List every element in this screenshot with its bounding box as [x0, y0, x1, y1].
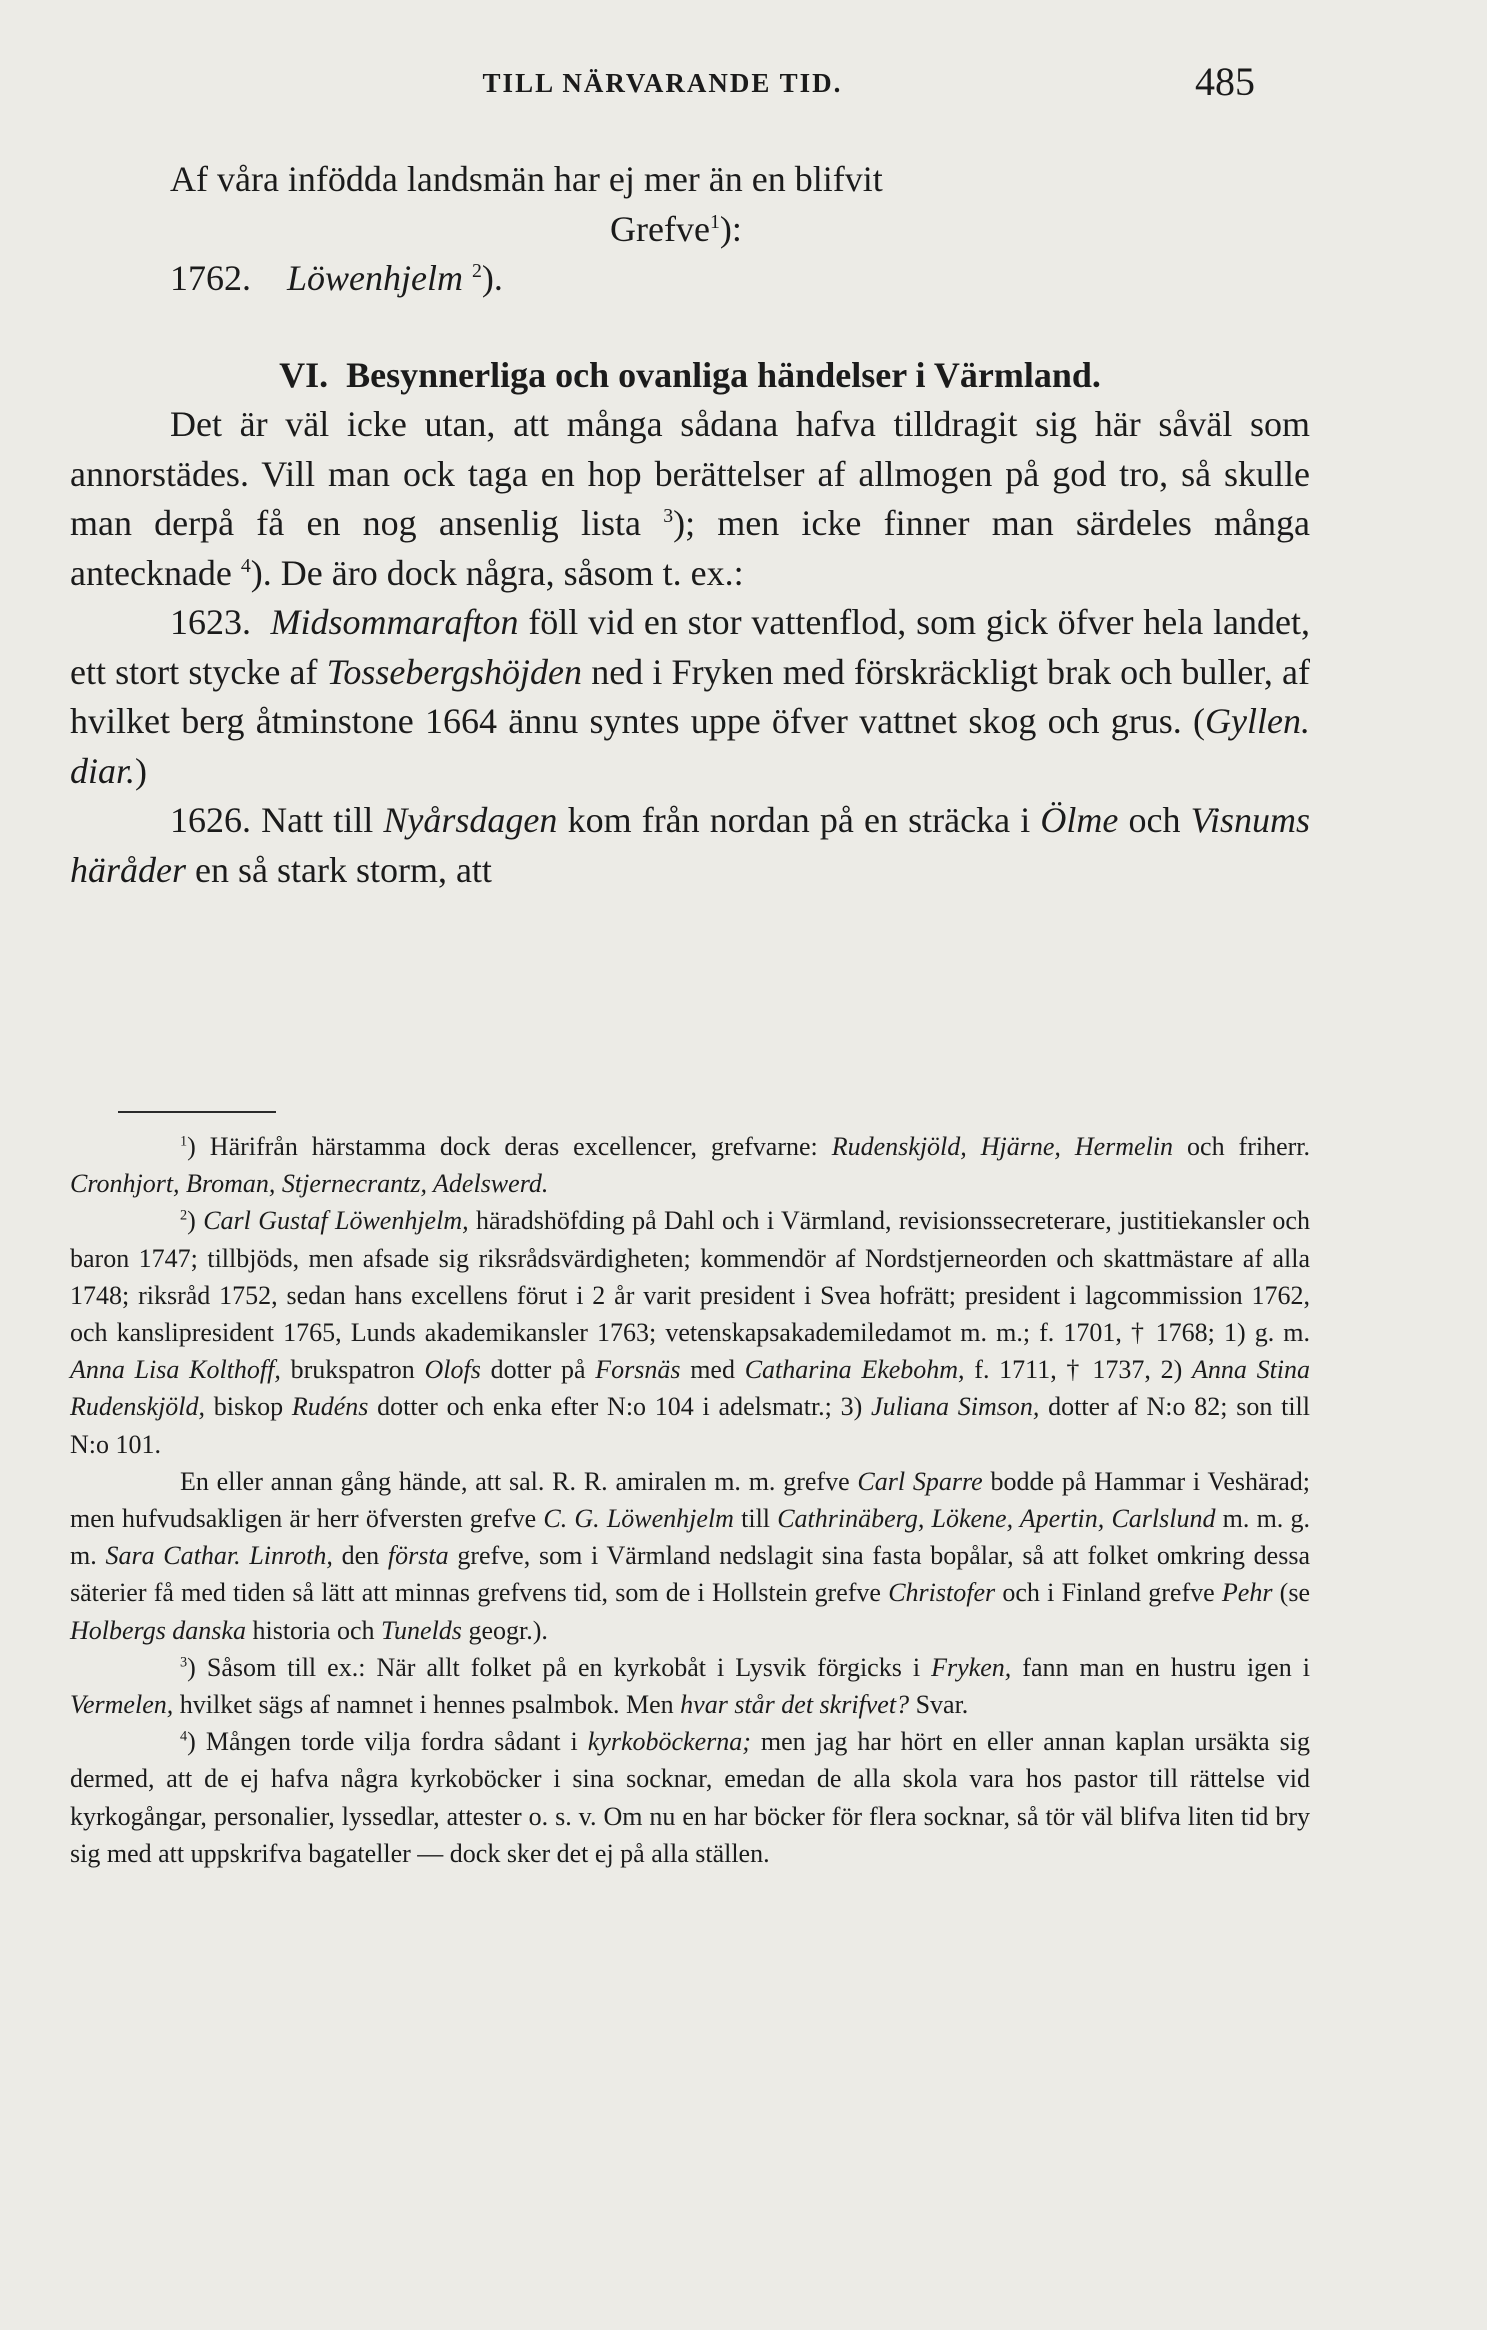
text: Af våra infödda landsmän har ej mer än en blifvit: [170, 159, 883, 199]
italic-text: Cronhjort, Broman, Stjernecrantz, Adelswerd.: [70, 1169, 549, 1199]
footnotes: [70, 1128, 1310, 1872]
text: kom från nordan på en sträcka i: [557, 800, 1041, 840]
footnote-marker: 2: [180, 1207, 188, 1224]
paragraph-1: [70, 400, 1310, 598]
footnote-ref-2: 2: [472, 260, 482, 282]
footnote-ref-3: 3: [663, 505, 674, 527]
entry-year: 1762.: [170, 258, 251, 298]
italic-text: Cathrinäberg, Lökene, Apertin, Carlslund: [777, 1504, 1216, 1534]
italic-text: Tunelds: [381, 1615, 462, 1645]
text: ):: [719, 208, 742, 249]
running-head: [70, 58, 1255, 114]
section-heading: [70, 351, 1310, 401]
text: med: [680, 1355, 745, 1385]
text: dotter och enka efter N:o 104 i adelsmatr.; 3): [368, 1392, 872, 1422]
text: Det är väl icke utan, att många sådana hafva tilldragit sig här såväl som annorstädes. Vill man ock taga en hop berättelser af allmogen på god tro, så skulle man derpå få en nog ansenlig lista: [70, 404, 1310, 543]
text: ). De äro dock några, såsom t. ex.:: [250, 552, 744, 593]
paragraph-1623: [70, 598, 1310, 796]
italic-text: Anna Lisa Kolthoff,: [70, 1355, 281, 1385]
text: dotter af N:o 82; son till N:o 101.: [70, 1392, 1310, 1459]
italic-text: Vermelen,: [70, 1690, 174, 1720]
footnote-2: $^2$) Carl Gustaf Löwenhjelm, häradshöfding på Dahl och i Värmland, revisionssecreterare, justitiekansler och baron 1747; tillbjöds, men afsade sig riksrådsvärdigheten; kommendör af Nordstjerneorden och skattmästare af alla 1748; riksråd 1752, sedan hans excellens förut i 2 år varit president i Svea hofrätt; president i lagcommission 1762, och kanslipresident 1765, Lunds akademikansler 1763; vetenskapsakademiledamot m. m.; f. 1701, † 1768; 1) g. m. Anna Lisa Kolthoff, brukspatron Olofs dotter på Forsnäs med Catharina Ekebohm, f. 1711, † 1737, 2) Anna Stina Rudenskjöld, biskop Rudéns dotter och enka efter N:o 104 i adelsmatr.; 3) Juliana Simson, dotter af N:o 82; son till N:o 101.: [70, 1206, 1311, 1459]
footnote-separator: [118, 1111, 276, 1113]
italic-text: Pehr: [1221, 1578, 1273, 1608]
text: ned i Fryken med förskräckligt brak och buller, af hvilket berg åtminstone 1664 ännu syntes uppe öfver vattnet skog och grus. (: [70, 651, 1310, 741]
section-title: Besynnerliga och ovanliga händelser i Värmland.: [346, 354, 1101, 395]
italic-text: kyrkoböckerna;: [587, 1727, 751, 1757]
italic-text: första: [387, 1541, 449, 1571]
text: och i Finland grefve: [995, 1578, 1222, 1608]
italic-text: Gyllen. diar.: [70, 701, 1310, 791]
italic-text: Fryken,: [931, 1652, 1012, 1682]
spacer: [70, 304, 1310, 351]
text: f. 1711, † 1737, 2): [964, 1355, 1192, 1385]
text: en så stark storm, att: [186, 849, 492, 890]
footnote-3: $^3$) Såsom till ex.: När allt folket på en kyrkobåt i Lysvik förgicks i Fryken, fann man en hustru igen i Vermelen, hvilket sägs af namnet i hennes psalmbok. Men hvar står det skrifvet? Svar.: [70, 1652, 1310, 1720]
italic-text: Catharina Ekebohm,: [744, 1355, 965, 1385]
text: historia och: [245, 1615, 382, 1645]
italic-text: Holbergs danska: [70, 1615, 246, 1645]
italic-text: Carl Gustaf Löwenhjelm,: [203, 1206, 469, 1236]
text: ); men icke finner man särdeles många antecknade: [70, 503, 1310, 593]
text: och friherr.: [1173, 1132, 1310, 1161]
page-number: 485: [1195, 59, 1255, 104]
text: dotter på: [480, 1355, 596, 1385]
text: och: [1118, 800, 1191, 840]
text: Mången torde vilja fordra sådant i: [195, 1727, 588, 1757]
italic-text: Nyårsdagen: [383, 800, 558, 840]
text: brukspatron: [280, 1355, 425, 1385]
footnote-ref-4: 4: [240, 554, 251, 577]
italic-text: Juliana Simson,: [871, 1392, 1040, 1422]
italic-text: Visnums häråder: [70, 800, 1310, 890]
text: biskop: [205, 1392, 292, 1422]
text: fann man en hustru igen i: [1011, 1652, 1310, 1682]
text: Natt till: [251, 800, 384, 840]
text: häradshöfding på Dahl och i Värmland, revisionssecreterare, justitiekansler och baron 1747; tillbjöds, men afsade sig riksrådsvärdigheten; kommendör af Nordstjerneorden och skattmästare af alla 1748; riksråd 1752, sedan hans excellens förut i 2 år varit president i Svea hofrätt; president i lagcommission 1762, och kanslipresident 1765, Lunds akademikansler 1763; vetenskapsakademiledamot m. m.; f. 1701, † 1768; 1) g. m.: [70, 1206, 1310, 1348]
text: En eller annan gång hände, att sal. R. R. amiralen m. m. grefve: [180, 1466, 858, 1496]
italic-text: Olofs: [424, 1355, 481, 1385]
year: 1623.: [170, 602, 251, 642]
italic-text: Christofer: [888, 1578, 996, 1608]
text: hvilket sägs af namnet i hennes psalmbok. Men: [173, 1690, 681, 1720]
italic-text: hvar står det skrifvet?: [680, 1690, 910, 1720]
footnote-2-continued: [70, 1463, 1310, 1649]
italic-text: Ölme: [1040, 800, 1119, 840]
italic-text: Forsnäs: [595, 1355, 681, 1385]
text: föll vid en stor vattenflod, som gick öfver hela landet, ett stort stycke af: [70, 602, 1310, 692]
text: till: [733, 1504, 778, 1534]
text: geogr.).: [461, 1615, 548, 1645]
footnote-ref-1: 1: [709, 210, 720, 233]
italic-text: Midsommarafton: [270, 602, 519, 642]
entry-name: Löwenhjelm: [287, 258, 463, 298]
grefve-word: Grefve: [610, 208, 710, 249]
footnote-marker: 1: [180, 1133, 188, 1150]
footnote-1: $^1$) Härifrån härstamma dock deras excellencer, grefvarne: Rudenskjöld, Hjärne, Hermelin och friherr. Cronhjort, Broman, Stjernecrantz, Adelswerd.: [70, 1132, 1310, 1199]
text: bodde på Hammar i Veshärad; men hufvudsakligen är herr öfversten grefve: [70, 1466, 1310, 1534]
italic-text: C. G. Löwenhjelm: [543, 1504, 734, 1534]
footnote-marker: 3: [180, 1654, 188, 1671]
italic-text: Rudenskjöld, Hjärne, Hermelin: [831, 1132, 1174, 1161]
italic-text: Sara Cathar. Linroth,: [105, 1541, 333, 1571]
section-numeral: VI.: [279, 354, 329, 395]
italic-text: Rudéns: [291, 1392, 369, 1422]
grefve-heading: [70, 205, 1310, 255]
paragraph-grefve-intro: [70, 155, 1310, 205]
main-text: [70, 155, 1310, 895]
text: grefve, som i Värmland nedslagit sina fasta bopålar, så att folket omkring dessa säterier få med tiden så lätt att minnas grefvens tid, som de i Hollstein grefve: [70, 1541, 1310, 1608]
text: Svar.: [909, 1690, 969, 1720]
italic-text: Tossebergshöjden: [326, 651, 583, 692]
italic-text: Anna Stina Rudenskjöld,: [70, 1355, 1311, 1422]
text: Såsom till ex.: När allt folket på en kyrkobåt i Lysvik förgicks i: [195, 1652, 932, 1682]
text: (se: [1272, 1578, 1311, 1608]
text: m. m. g. m.: [70, 1504, 1310, 1571]
italic-text: Carl Sparre: [857, 1466, 983, 1496]
footnote-marker: 4: [180, 1728, 188, 1745]
footnote-4: $^4$) Mången torde vilja fordra sådant i kyrkoböckerna; men jag har hört en eller annan kaplan ursäkta sig dermed, att de ej hafva några kyrkoböcker i sina socknar, emedan de alla skola vara hos pastor till rättelse vid kyrkogångar, personalier, lyssedlar, attester o. s. v. Om nu en har böcker för flera socknar, så tör väl blifva liten tid bry sig med att uppskrifva bagateller — dock sker det ej på alla ställen.: [70, 1727, 1310, 1868]
grefve-entry: [70, 254, 1310, 304]
text: men jag har hört en eller annan kaplan ursäkta sig dermed, att de ej hafva några kyrkoböcker i sina socknar, emedan de alla skola vara hos pastor till rättelse vid kyrkogångar, personalier, lyssedlar, attester o. s. v. Om nu en har böcker för flera socknar, så tör väl blifva liten tid bry sig med att uppskrifva bagateller — dock sker det ej på alla ställen.: [70, 1727, 1310, 1868]
running-title: TILL NÄRVARANDE TID.: [482, 68, 843, 98]
text: ).: [481, 258, 503, 298]
year: 1626.: [170, 800, 251, 840]
paragraph-1626: [70, 796, 1310, 895]
text: Härifrån härstamma dock deras excellencer, grefvarne:: [195, 1132, 832, 1161]
text: den: [332, 1541, 388, 1571]
text: ): [135, 750, 148, 791]
